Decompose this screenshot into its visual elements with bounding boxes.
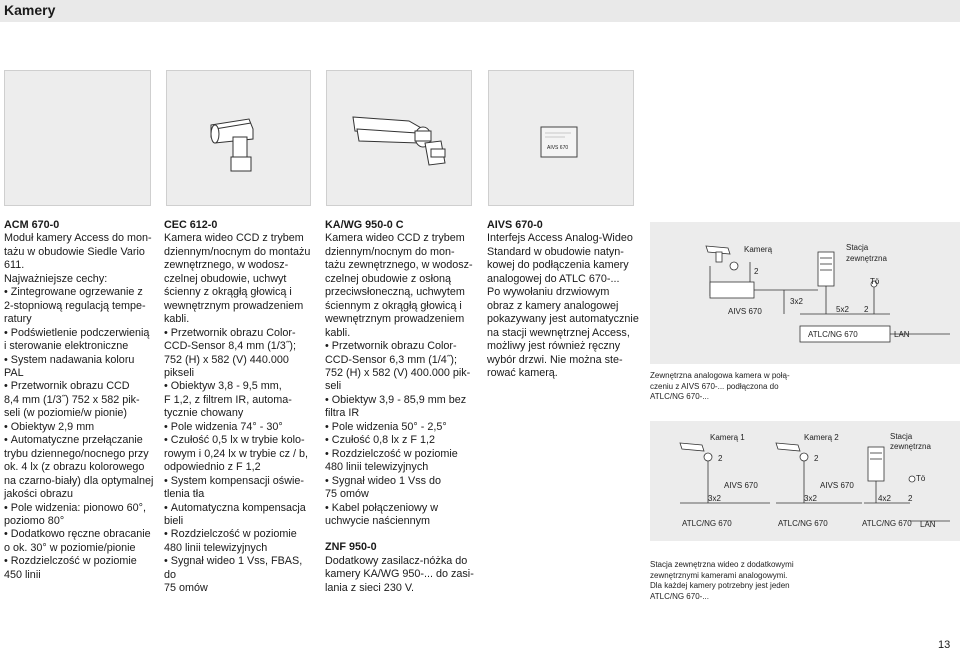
feature-item: • Dodatkowo ręczne obracanie o ok. 30° w poziomie/pionie [4, 528, 154, 555]
label-2: 2 [754, 267, 759, 276]
feature-item: • Rozdzielczość w poziomie 480 linii telewizyjnych [325, 448, 480, 475]
camera-kawg-illustration [327, 71, 473, 207]
feature-item: • Przetwornik obrazu Color- CCD-Sensor 6,3 mm (1/4˝); 752 (H) x 582 (V) 400.000 pik- seli [325, 340, 480, 394]
feature-item: • Obiektyw 3,9 - 85,9 mm bez filtra IR [325, 394, 480, 421]
product-heading: ZNF 950-0 [325, 541, 377, 554]
intro-line: kowej do podłączenia kamery [487, 259, 629, 272]
intro-line: Po wywołaniu drzwiowym [487, 286, 610, 299]
label-to: Tö [916, 474, 926, 483]
feature-item: • Pole widzenia 50° - 2,5° [325, 421, 480, 434]
label-aivs-1: AIVS 670 [724, 481, 758, 490]
product-heading: CEC 612-0 [164, 219, 218, 231]
column-acm [4, 219, 154, 582]
label-atlc-1: ATLC/NG 670 [682, 519, 732, 528]
column-cec [164, 219, 316, 596]
intro-line: 611. [4, 259, 25, 272]
intro-line: Kamera wideo CCD z trybem [325, 232, 465, 245]
intro-line: wybór drzwi. Nie można ste- [487, 353, 623, 366]
feature-item: • Czułość 0,8 lx z F 1,2 [325, 434, 480, 447]
page-title: Kamery [4, 2, 56, 18]
label-3x2a: 3x2 [708, 494, 721, 503]
aivs-module-illustration [489, 71, 635, 207]
label-lan: LAN [894, 330, 910, 339]
label-atlc-2: ATLC/NG 670 [778, 519, 828, 528]
feature-item: • Kabel połączeniowy w uchwycie naściennym [325, 502, 480, 529]
intro-line: przeciwsłoneczną, uchwytem [325, 286, 465, 299]
label-camera-1: Kamerą 1 [710, 433, 745, 442]
feature-item: • Czułość 0,5 lx w trybie kolo- rowym i 0,24 lx w trybie cz / b, odpowiednio z F 1,2 [164, 434, 316, 474]
column-kawg [325, 219, 480, 595]
intro-line: wewnętrznym prowadzeniem [325, 313, 465, 326]
intro-line: ścienny z okrągłą głowicą i [164, 286, 292, 299]
intro-line: kabli. [325, 326, 351, 339]
camera-cec-illustration [167, 71, 312, 207]
intro-line: Standard w obudowie natyn- [487, 245, 624, 258]
label-5x2: 5x2 [836, 305, 849, 314]
intro-line: pokazywany jest automatycznie [487, 313, 639, 326]
feature-item: • Obiektyw 2,9 mm [4, 421, 154, 434]
feature-item: • Rozdzielczość w poziomie 480 linii telewizyjnych [164, 528, 316, 555]
label-station-1: Stacja [846, 243, 869, 252]
label-lan: LAN [920, 520, 936, 529]
intro-line: tażu w obudowie Siedle Vario [4, 245, 145, 258]
label-atlc-3: ATLC/NG 670 [862, 519, 912, 528]
wiring-diagram-1 [650, 222, 960, 364]
intro-line: rować kamerą. [487, 366, 558, 379]
product-heading: KA/WG 950-0 C [325, 219, 404, 231]
product-heading: AIVS 670-0 [487, 219, 543, 231]
feature-item: • Sygnał wideo 1 Vss do 75 omów [325, 475, 480, 502]
feature-list [4, 286, 154, 582]
intro-line: Najważniejsze cechy: [4, 272, 108, 285]
label-4x2: 4x2 [878, 494, 891, 503]
caption-diagram-2: Stacja zewnętrzna wideo z dodatkowymi zewnętrznymi kamerami analogowymi. Dla każdej kamery potrzebny jest jeden ATLC/NG 670-... [650, 560, 794, 601]
label-to: Tö [870, 277, 880, 286]
intro-line: czelnej obudowie z osłoną [325, 272, 452, 285]
header-band [0, 0, 960, 22]
aivs-box-label: AIVS 670 [547, 145, 569, 151]
label-3x2: 3x2 [790, 297, 803, 306]
outro-line: kamery KA/WG 950-... do zasi- [325, 568, 474, 581]
column-aivs [487, 219, 639, 380]
intro-line: tażu zewnętrznego, w wodosz- [325, 259, 473, 272]
feature-item: • Pole widzenia 74° - 30° [164, 421, 316, 434]
page-number: 13 [938, 639, 951, 651]
intro-line: wewnętrznym prowadzeniem [164, 299, 304, 312]
label-2a: 2 [718, 454, 723, 463]
intro-line: dziennym/nocnym do montażu [164, 245, 311, 258]
intro-line: Moduł kamery Access do mon- [4, 232, 152, 245]
feature-item: • System nadawania koloru PAL [4, 354, 154, 381]
wiring-diagram-1-svg [650, 222, 960, 364]
product-heading: ACM 670-0 [4, 219, 60, 231]
intro-line: możliwy jest również ręczny [487, 340, 621, 353]
label-station-2: zewnętrzna [846, 254, 887, 263]
intro-line: na stacji wewnętrznej Access, [487, 326, 630, 339]
feature-item: • Obiektyw 3,8 - 9,5 mm, F 1,2, z filtrem IR, automa- tycznie chowany [164, 380, 316, 420]
label-camera: Kamerą [744, 245, 773, 254]
label-atlc: ATLC/NG 670 [808, 330, 858, 339]
intro-line: Kamera wideo CCD z trybem [164, 232, 304, 245]
label-station-2: zewnętrzna [890, 442, 931, 451]
intro-line: zewnętrznego, w wodosz- [164, 259, 289, 272]
intro-line: dziennym/nocnym do mon- [325, 245, 455, 258]
feature-item: • Automatyczne przełączanie trybu dziennego/nocnego przy ok. 4 lx (z obrazu kolorowego na czarno-biały) dla optymalnej jakości obrazu [4, 434, 154, 501]
product-image-kawg [326, 70, 472, 206]
label-2b: 2 [864, 305, 869, 314]
feature-item: • System kompensacji oświe- tlenia tła [164, 475, 316, 502]
label-camera-2: Kamerą 2 [804, 433, 839, 442]
label-2c: 2 [908, 494, 913, 503]
wiring-diagram-2-svg [650, 421, 960, 541]
product-image-cec [166, 70, 311, 206]
feature-item: • Przetwornik obrazu CCD 8,4 mm (1/3˝) 752 x 582 pik- seli (w poziomie/w pionie) [4, 380, 154, 420]
feature-list [325, 340, 480, 528]
product-image-acm [4, 70, 151, 206]
feature-item: • Przetwornik obrazu Color- CCD-Sensor 8,4 mm (1/3˝); 752 (H) x 582 (V) 440.000 pikseli [164, 327, 316, 381]
feature-item: • Rozdzielczość w poziomie 450 linii [4, 555, 154, 582]
feature-list [164, 327, 316, 596]
intro-line: czelnej obudowie, uchwyt [164, 272, 287, 285]
label-3x2b: 3x2 [804, 494, 817, 503]
intro-line: kabli. [164, 313, 190, 326]
intro-line: analogowej do ATLC 670-... [487, 272, 620, 285]
label-station-1: Stacja [890, 432, 913, 441]
label-aivs-2: AIVS 670 [820, 481, 854, 490]
product-image-aivs [488, 70, 634, 206]
wiring-diagram-2 [650, 421, 960, 541]
intro-line: obraz z kamery analogowej [487, 299, 619, 312]
feature-item: • Sygnał wideo 1 Vss, FBAS, do 75 omów [164, 555, 316, 595]
outro-line: lania z sieci 230 V. [325, 581, 415, 594]
feature-item: • Zintegrowane ogrzewanie z 2-stopniową regulacją tempe- ratury [4, 286, 154, 326]
feature-item: • Automatyczna kompensacja bieli [164, 502, 316, 529]
feature-item: • Podświetlenie podczerwienią i sterowanie elektroniczne [4, 327, 154, 354]
label-2b: 2 [814, 454, 819, 463]
feature-item: • Pole widzenia: pionowo 60°, poziomo 80° [4, 502, 154, 529]
intro-line: Interfejs Access Analog-Wideo [487, 232, 633, 245]
intro-line: ściennym z okrągłą głowicą i [325, 299, 462, 312]
outro-line: Dodatkowy zasilacz-nóżka do [325, 554, 468, 567]
label-aivs: AIVS 670 [728, 307, 762, 316]
caption-diagram-1: Zewnętrzna analogowa kamera w połą- czeniu z AIVS 670-... podłączona do ATLC/NG 670-... [650, 371, 790, 401]
